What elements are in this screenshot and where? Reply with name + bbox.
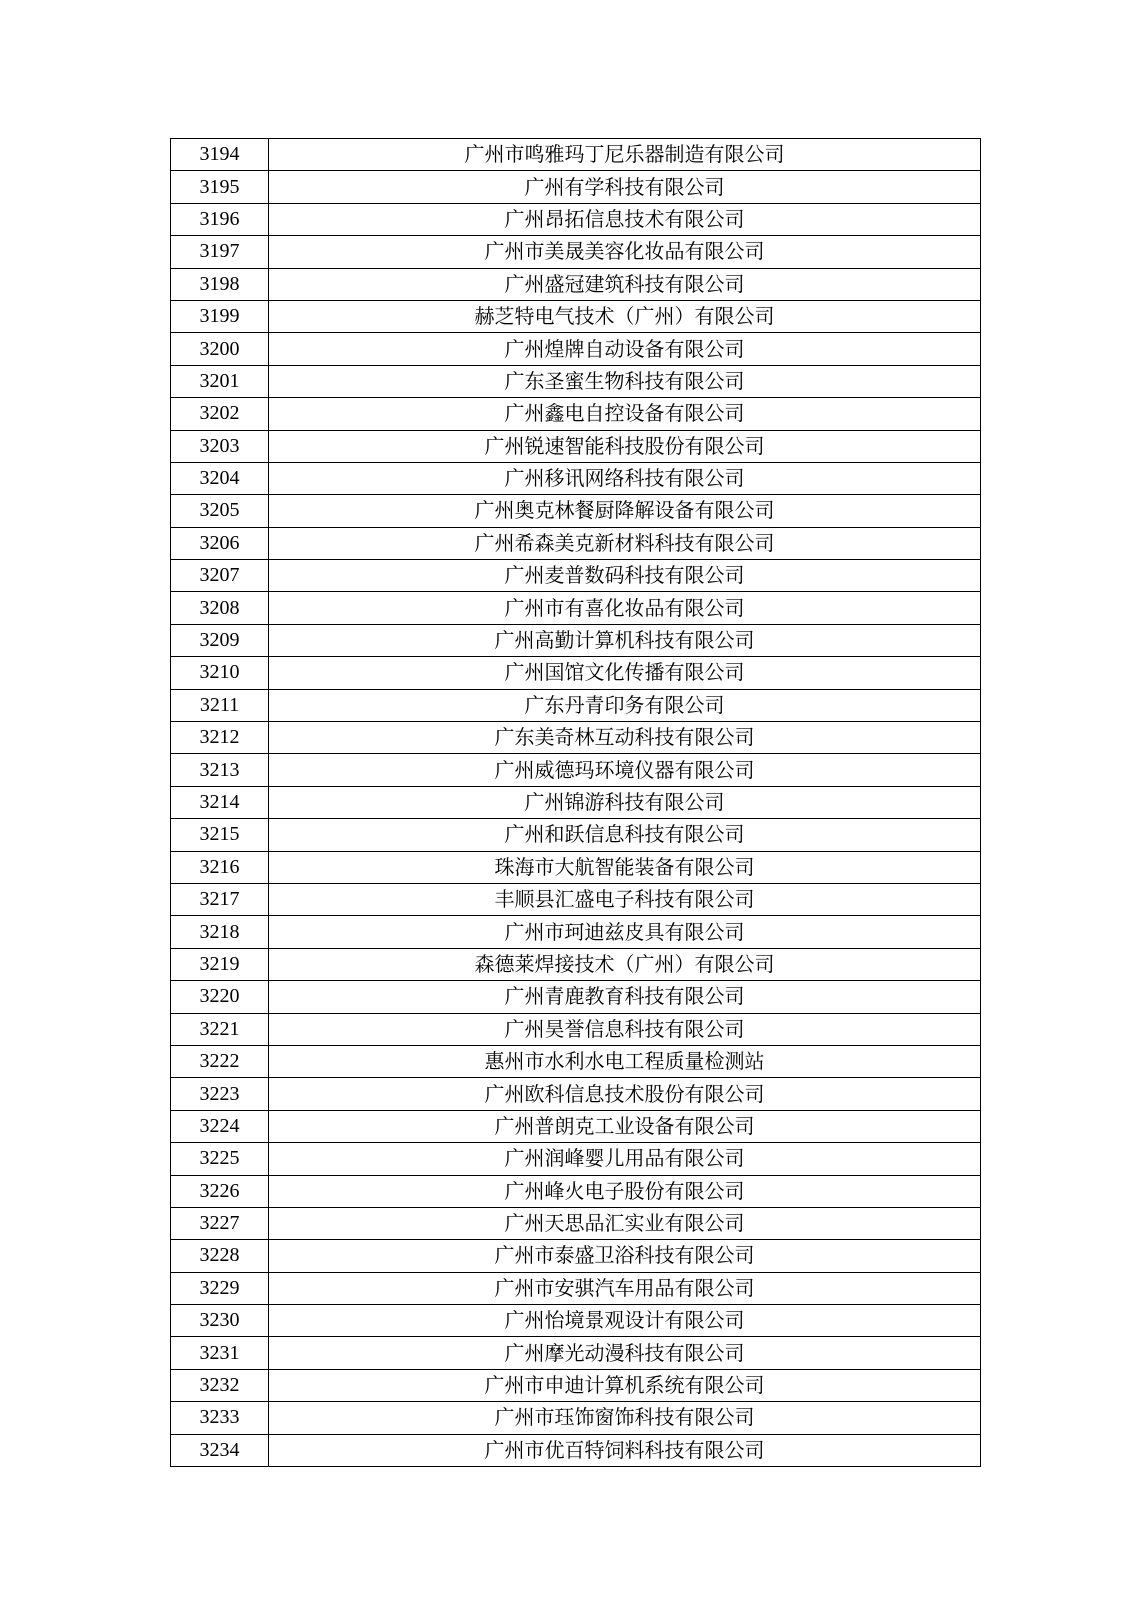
row-number: 3221 [171,1013,269,1045]
company-name: 广州市鸣雅玛丁尼乐器制造有限公司 [269,139,981,171]
row-number: 3225 [171,1143,269,1175]
row-number: 3216 [171,851,269,883]
table-row [171,171,981,203]
company-name: 广州青鹿教育科技有限公司 [269,981,981,1013]
row-number: 3217 [171,883,269,915]
company-name: 广州普朗克工业设备有限公司 [269,1110,981,1142]
row-number: 3226 [171,1175,269,1207]
table-row [171,883,981,915]
row-number: 3206 [171,527,269,559]
table-row [171,398,981,430]
row-number: 3234 [171,1434,269,1466]
row-number: 3232 [171,1369,269,1401]
company-name: 广州盛冠建筑科技有限公司 [269,268,981,300]
table-row [171,1272,981,1304]
table-row [171,1013,981,1045]
table-row [171,139,981,171]
company-name: 广州峰火电子股份有限公司 [269,1175,981,1207]
table-row [171,1369,981,1401]
company-name: 广州市美晟美容化妆品有限公司 [269,236,981,268]
row-number: 3220 [171,981,269,1013]
row-number: 3202 [171,398,269,430]
company-name: 森德莱焊接技术（广州）有限公司 [269,948,981,980]
table-row [171,1337,981,1369]
company-name: 广州锦游科技有限公司 [269,786,981,818]
table-row [171,722,981,754]
company-name: 广州麦普数码科技有限公司 [269,560,981,592]
table-row [171,1045,981,1077]
company-name: 广东丹青印务有限公司 [269,689,981,721]
table-row [171,1143,981,1175]
table-row [171,786,981,818]
row-number: 3231 [171,1337,269,1369]
row-number: 3219 [171,948,269,980]
company-name: 广州天思品汇实业有限公司 [269,1207,981,1239]
table-row [171,1434,981,1466]
table-row [171,657,981,689]
table-row [171,203,981,235]
company-name: 广州高勤计算机科技有限公司 [269,624,981,656]
company-name: 广州市申迪计算机系统有限公司 [269,1369,981,1401]
row-number: 3224 [171,1110,269,1142]
company-name: 广州怡境景观设计有限公司 [269,1305,981,1337]
row-number: 3197 [171,236,269,268]
company-name: 广州和跃信息科技有限公司 [269,819,981,851]
row-number: 3198 [171,268,269,300]
row-number: 3194 [171,139,269,171]
table-row [171,495,981,527]
table-row [171,754,981,786]
row-number: 3195 [171,171,269,203]
table-row [171,981,981,1013]
table-row [171,560,981,592]
row-number: 3223 [171,1078,269,1110]
row-number: 3207 [171,560,269,592]
table-row [171,300,981,332]
table-row [171,430,981,462]
table-row [171,365,981,397]
row-number: 3214 [171,786,269,818]
company-name: 广州锐速智能科技股份有限公司 [269,430,981,462]
company-name: 广州市安骐汽车用品有限公司 [269,1272,981,1304]
row-number: 3210 [171,657,269,689]
company-name: 广州润峰婴儿用品有限公司 [269,1143,981,1175]
company-name: 广州昂拓信息技术有限公司 [269,203,981,235]
company-name: 广州有学科技有限公司 [269,171,981,203]
company-name: 广州市有喜化妆品有限公司 [269,592,981,624]
row-number: 3209 [171,624,269,656]
row-number: 3208 [171,592,269,624]
row-number: 3227 [171,1207,269,1239]
row-number: 3212 [171,722,269,754]
row-number: 3200 [171,333,269,365]
table-row [171,1078,981,1110]
row-number: 3196 [171,203,269,235]
table-row [171,236,981,268]
company-name: 广州摩光动漫科技有限公司 [269,1337,981,1369]
row-number: 3228 [171,1240,269,1272]
company-name: 广州移讯网络科技有限公司 [269,462,981,494]
row-number: 3229 [171,1272,269,1304]
company-name: 广州奥克林餐厨降解设备有限公司 [269,495,981,527]
company-name: 广州煌牌自动设备有限公司 [269,333,981,365]
company-name: 广州市珂迪兹皮具有限公司 [269,916,981,948]
company-name: 珠海市大航智能装备有限公司 [269,851,981,883]
row-number: 3222 [171,1045,269,1077]
row-number: 3230 [171,1305,269,1337]
table-row [171,592,981,624]
company-name: 广州市珏饰窗饰科技有限公司 [269,1402,981,1434]
table-row [171,624,981,656]
table-body [171,139,981,1467]
table-row [171,851,981,883]
company-name: 广东圣蜜生物科技有限公司 [269,365,981,397]
company-name: 广州昊誉信息科技有限公司 [269,1013,981,1045]
table-row [171,1110,981,1142]
row-number: 3233 [171,1402,269,1434]
company-name: 广州威德玛环境仪器有限公司 [269,754,981,786]
company-name: 广州鑫电自控设备有限公司 [269,398,981,430]
company-name: 丰顺县汇盛电子科技有限公司 [269,883,981,915]
table-row [171,1402,981,1434]
table-row [171,462,981,494]
company-list-table [170,138,981,1467]
table-row [171,527,981,559]
row-number: 3215 [171,819,269,851]
company-name: 广州市优百特饲料科技有限公司 [269,1434,981,1466]
company-name: 广州欧科信息技术股份有限公司 [269,1078,981,1110]
table-row [171,1175,981,1207]
table-row [171,689,981,721]
row-number: 3211 [171,689,269,721]
company-name: 广州希森美克新材料科技有限公司 [269,527,981,559]
row-number: 3218 [171,916,269,948]
company-name: 广州国馆文化传播有限公司 [269,657,981,689]
company-name: 广州市泰盛卫浴科技有限公司 [269,1240,981,1272]
company-name: 惠州市水利水电工程质量检测站 [269,1045,981,1077]
row-number: 3199 [171,300,269,332]
table-row [171,948,981,980]
row-number: 3213 [171,754,269,786]
row-number: 3201 [171,365,269,397]
company-name: 赫芝特电气技术（广州）有限公司 [269,300,981,332]
table-row [171,916,981,948]
table-row [171,1305,981,1337]
table-row [171,819,981,851]
table-row [171,268,981,300]
company-name: 广东美奇林互动科技有限公司 [269,722,981,754]
row-number: 3205 [171,495,269,527]
row-number: 3203 [171,430,269,462]
row-number: 3204 [171,462,269,494]
table-row [171,1240,981,1272]
table-row [171,1207,981,1239]
table-row [171,333,981,365]
